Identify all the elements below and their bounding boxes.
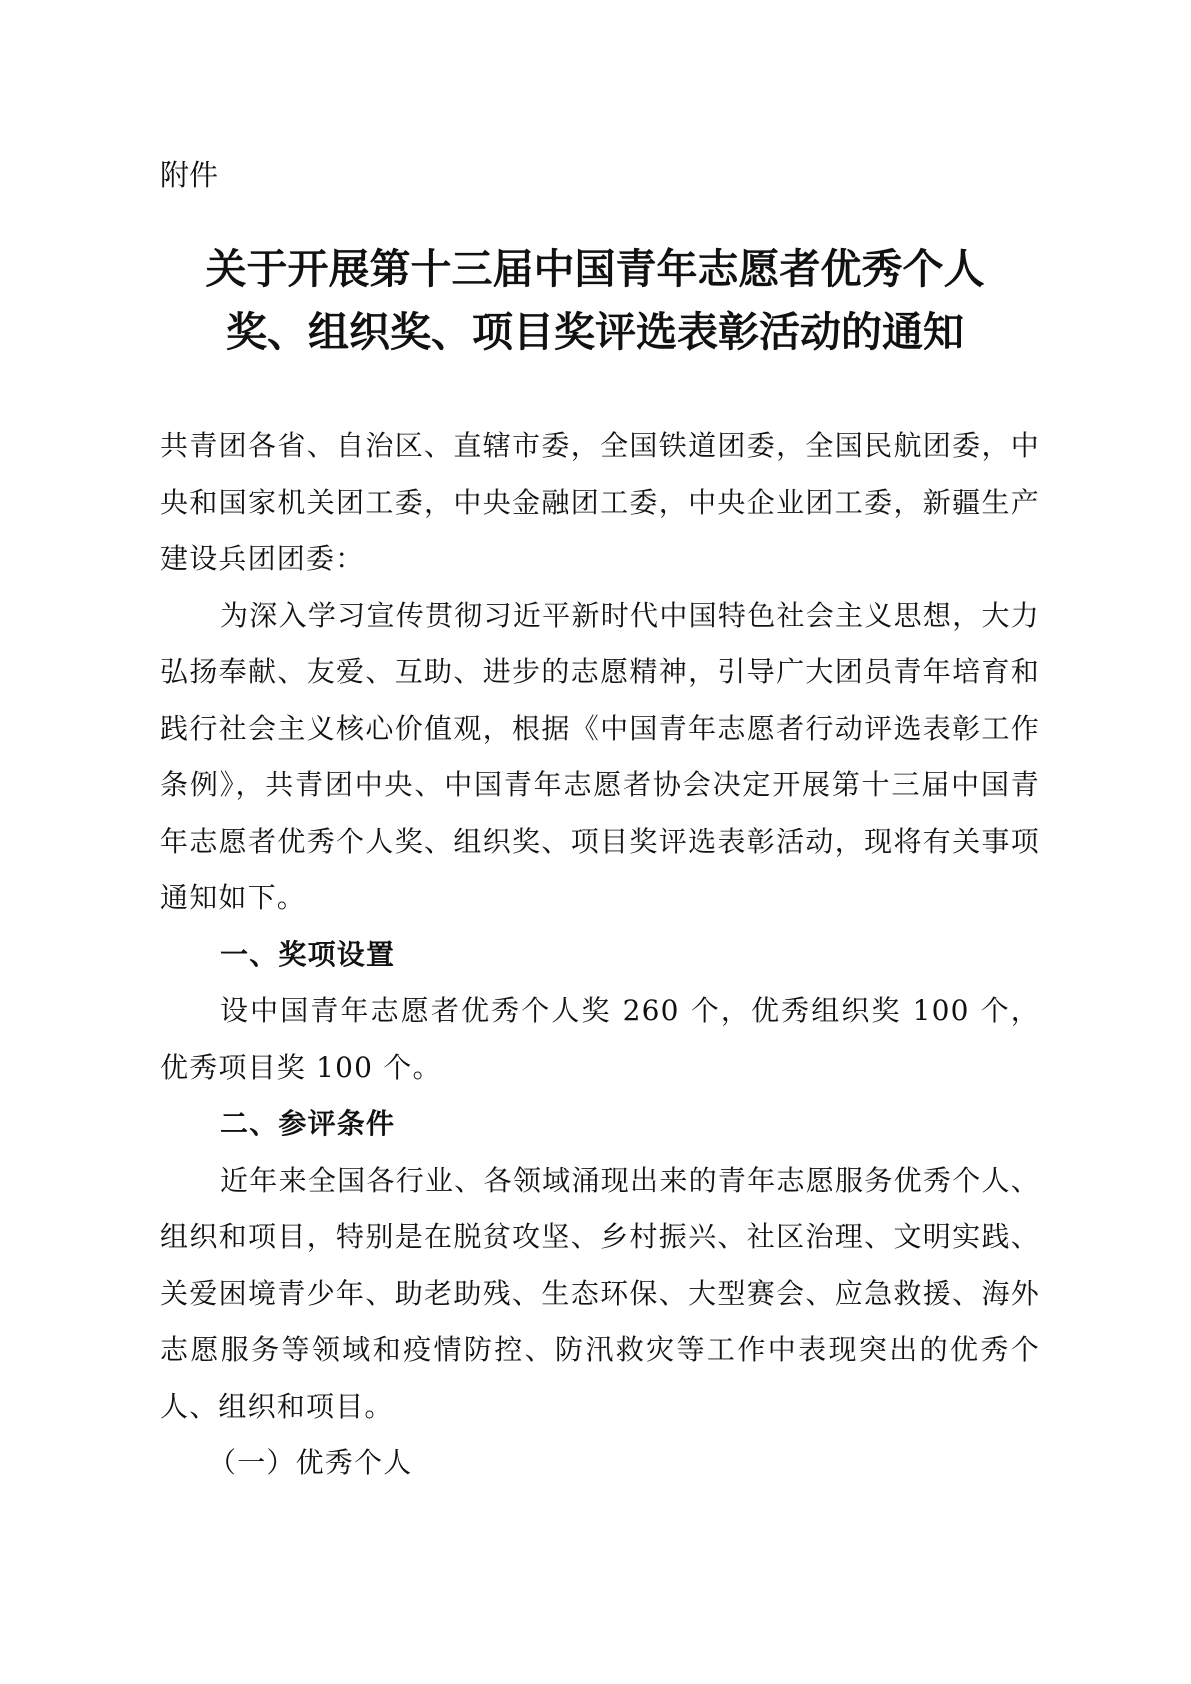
subsection-heading-individual: （一）优秀个人 — [208, 1446, 413, 1479]
addressee-paragraph: 共青团各省、自治区、直辖市委，全国铁道团委，全国民航团委，中央和国家机关团工委，中央金融团工委，中央企业团工委，新疆生产建设兵团团委： — [160, 429, 1040, 575]
section-heading-awards: 一、奖项设置 — [220, 937, 396, 971]
section-heading-eligibility: 二、参评条件 — [220, 1107, 396, 1140]
page-title — [150, 238, 1040, 364]
awards-paragraph: 设中国青年志愿者优秀个人奖 260 个，优秀组织奖 100 个，优秀项目奖 100 个。 — [160, 994, 1040, 1084]
intro-paragraph: 为深入学习宣传贯彻习近平新时代中国特色社会主义思想，大力弘扬奉献、友爱、互助、进步的志愿精神，引导广大团员青年培育和践行社会主义核心价值观，根据《中国青年志愿者行动评选表彰工作条例》，共青团中央、中国青年志愿者协会决定开展第十三届中国青年志愿者优秀个人奖、组织奖、项目奖评选表彰活动，现将有关事项通知如下。 — [160, 598, 1040, 914]
title-line-1: 关于开展第十三届中国青年志愿者优秀个人 — [205, 245, 985, 293]
eligibility-paragraph: 近年来全国各行业、各领域涌现出来的青年志愿服务优秀个人、组织和项目，特别是在脱贫攻坚、乡村振兴、社区治理、文明实践、关爱困境青少年、助老助残、生态环保、大型赛会、应急救援、海外志愿服务等领域和疫情防控、防汛救灾等工作中表现突出的优秀个人、组织和项目。 — [160, 1163, 1040, 1423]
title-line-2: 奖、组织奖、项目奖评选表彰活动的通知 — [226, 308, 964, 356]
attachment-label: 附件 — [160, 158, 219, 192]
document-body — [160, 418, 1040, 1492]
